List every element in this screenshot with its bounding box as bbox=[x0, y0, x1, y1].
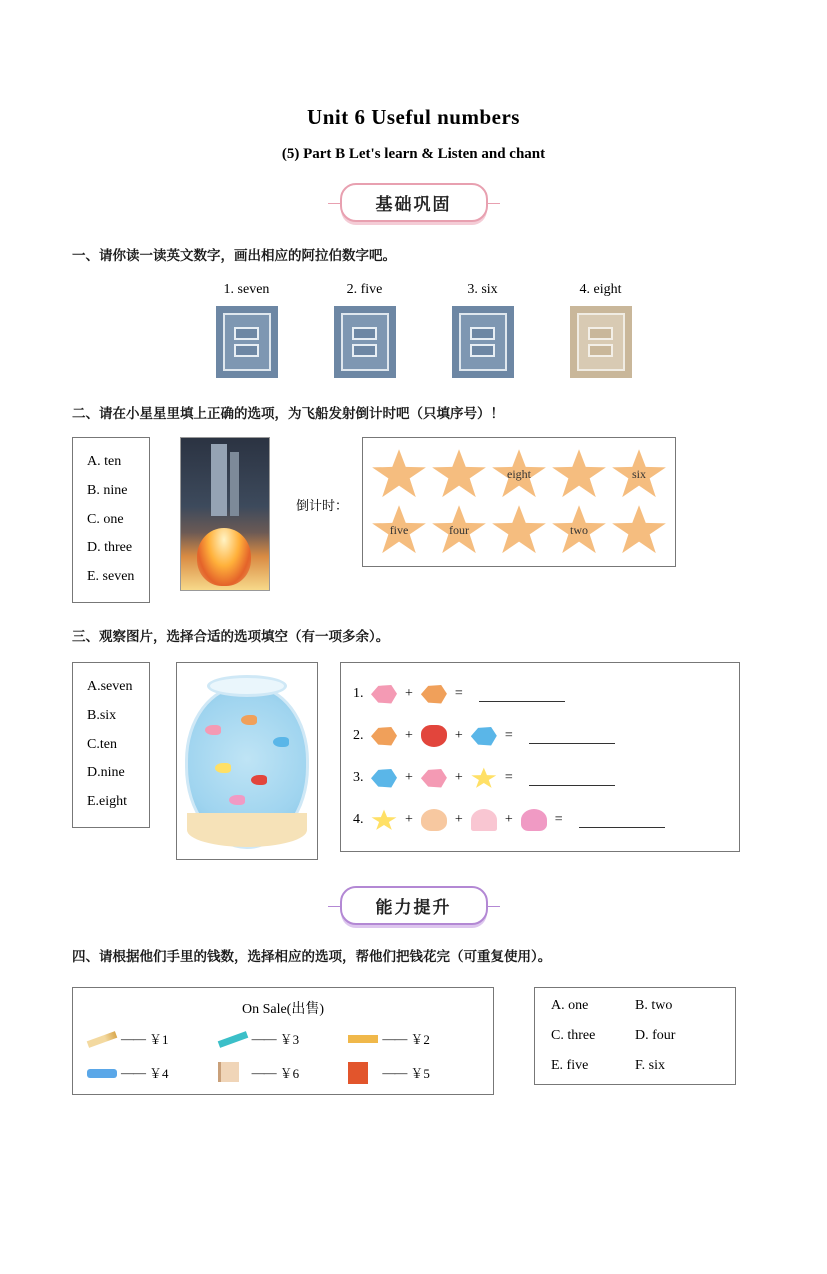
plus-sign: + bbox=[405, 686, 413, 702]
fish-orange-icon bbox=[371, 725, 397, 747]
sale-item bbox=[218, 1028, 349, 1050]
answer-blank[interactable] bbox=[579, 813, 665, 828]
option-item: D. three bbox=[87, 540, 133, 556]
fish-pink-icon bbox=[421, 767, 447, 789]
sale-price: ￥5 bbox=[410, 1066, 430, 1082]
countdown-stars-box bbox=[362, 437, 676, 567]
star-icon[interactable] bbox=[431, 448, 487, 500]
pencil-icon bbox=[87, 1031, 118, 1048]
sale-dash: —— bbox=[382, 1064, 407, 1080]
notebook-icon bbox=[218, 1062, 239, 1082]
option-item: F. six bbox=[635, 1057, 666, 1073]
on-sale-title: On Sale(出售) bbox=[241, 1001, 325, 1017]
question-2-body bbox=[72, 437, 827, 602]
sale-item bbox=[348, 1062, 479, 1084]
equals-sign: = bbox=[504, 770, 513, 786]
fish-orange-icon bbox=[421, 683, 447, 705]
option-item: D.nine bbox=[87, 765, 125, 781]
equation-row bbox=[353, 673, 727, 715]
equation-row bbox=[353, 715, 727, 757]
question-2-prompt: 二、请在小星星里填上正确的选项，为飞船发射倒计时吧（只填序号）！ bbox=[72, 405, 504, 422]
question-1-options bbox=[20, 282, 827, 378]
star-icon[interactable] bbox=[491, 448, 547, 500]
plus-sign: + bbox=[504, 812, 513, 828]
ruler-icon bbox=[348, 1035, 378, 1043]
option-item: A.seven bbox=[87, 679, 133, 695]
door-label: 2. five bbox=[346, 281, 383, 297]
equals-sign: = bbox=[504, 728, 513, 744]
question-4-option-box bbox=[534, 987, 736, 1085]
door-icon bbox=[216, 306, 278, 378]
option-item: B. nine bbox=[87, 482, 128, 498]
sale-price: ￥6 bbox=[279, 1066, 300, 1082]
plus-sign: + bbox=[454, 770, 463, 786]
sale-item bbox=[87, 1062, 218, 1084]
advanced-section-banner: 能力提升 bbox=[340, 886, 488, 925]
countdown-label: 倒计时： bbox=[296, 499, 349, 515]
fish-blue-icon bbox=[371, 767, 397, 789]
fish-pink-icon bbox=[371, 683, 397, 705]
star-icon[interactable] bbox=[371, 448, 427, 500]
octopus-icon bbox=[521, 809, 547, 831]
door-label: 3. six bbox=[467, 281, 498, 297]
door-icon bbox=[452, 306, 514, 378]
sale-dash: —— bbox=[121, 1030, 145, 1046]
sale-price: ￥1 bbox=[149, 1032, 169, 1048]
question-4-body bbox=[72, 987, 827, 1095]
question-1-prompt: 一、请你读一读英文数字，画出相应的阿拉伯数字吧。 bbox=[72, 248, 396, 264]
star-label: four bbox=[449, 522, 470, 537]
plus-sign: + bbox=[454, 812, 463, 828]
sale-price: ￥2 bbox=[410, 1032, 430, 1048]
star-icon[interactable] bbox=[491, 504, 547, 556]
door-item bbox=[570, 282, 632, 378]
equation-number: 2. bbox=[353, 728, 364, 744]
question-3-body bbox=[72, 662, 827, 860]
door-item bbox=[334, 282, 396, 378]
basic-section-banner-wrap bbox=[0, 183, 827, 222]
answer-blank[interactable] bbox=[479, 687, 565, 702]
starfish-icon bbox=[371, 809, 397, 831]
door-label: 4. eight bbox=[579, 281, 622, 297]
pen-icon bbox=[217, 1031, 248, 1048]
sale-dash: —— bbox=[382, 1030, 407, 1046]
rocket-launch-image bbox=[180, 437, 270, 591]
star-label: five bbox=[389, 522, 409, 537]
star-icon[interactable] bbox=[551, 504, 607, 556]
question-2-option-box bbox=[72, 437, 150, 602]
sale-price: ￥3 bbox=[279, 1032, 300, 1048]
sale-price: ￥4 bbox=[149, 1066, 169, 1082]
crab-icon bbox=[421, 725, 447, 747]
page-subtitle: (5) Part B Let's learn & Listen and chant bbox=[281, 146, 546, 162]
basic-section-banner: 基础巩固 bbox=[340, 183, 488, 222]
on-sale-box bbox=[72, 987, 494, 1095]
sale-dash: —— bbox=[251, 1030, 276, 1046]
option-item: A. one bbox=[551, 997, 589, 1013]
equation-number: 3. bbox=[353, 770, 364, 786]
door-icon bbox=[570, 306, 632, 378]
plus-sign: + bbox=[454, 728, 463, 744]
option-item: B. two bbox=[635, 997, 673, 1013]
sale-item bbox=[87, 1028, 218, 1050]
sale-item bbox=[348, 1028, 479, 1050]
equation-number: 4. bbox=[353, 812, 364, 828]
starfish-icon bbox=[471, 767, 497, 789]
star-label: six bbox=[632, 466, 647, 481]
option-item: B.six bbox=[87, 707, 117, 723]
option-item: C. one bbox=[87, 511, 124, 527]
option-item: A. ten bbox=[87, 454, 122, 470]
snail-icon bbox=[421, 809, 447, 831]
star-icon[interactable] bbox=[371, 504, 427, 556]
plus-sign: + bbox=[405, 770, 413, 786]
sale-dash: —— bbox=[121, 1064, 145, 1080]
door-item bbox=[216, 282, 278, 378]
option-item: C.ten bbox=[87, 736, 117, 752]
storybook-icon bbox=[348, 1062, 368, 1084]
answer-blank[interactable] bbox=[529, 729, 615, 744]
question-3-prompt: 三、观察图片，选择合适的选项填空（有一项多余）。 bbox=[72, 628, 390, 645]
plus-sign: + bbox=[405, 728, 413, 744]
plus-sign: + bbox=[405, 812, 413, 828]
door-item bbox=[452, 282, 514, 378]
scissors-icon bbox=[87, 1069, 117, 1078]
question-3-equation-box bbox=[340, 662, 740, 852]
option-item: C. three bbox=[551, 1027, 596, 1043]
star-label: two bbox=[570, 522, 589, 537]
equals-sign: = bbox=[554, 812, 563, 828]
star-icon[interactable] bbox=[431, 504, 487, 556]
door-icon bbox=[334, 306, 396, 378]
fish-blue-icon bbox=[471, 725, 497, 747]
equation-row bbox=[353, 799, 727, 841]
equation-row bbox=[353, 757, 727, 799]
star-icon[interactable] bbox=[551, 448, 607, 500]
star-icon[interactable] bbox=[611, 448, 667, 500]
shell-icon bbox=[471, 809, 497, 831]
equals-sign: = bbox=[454, 686, 463, 702]
question-3-option-box bbox=[72, 662, 150, 827]
door-label: 1. seven bbox=[223, 281, 270, 297]
worksheet-page bbox=[0, 105, 827, 1274]
star-icon[interactable] bbox=[611, 504, 667, 556]
answer-blank[interactable] bbox=[529, 771, 615, 786]
equation-number: 1. bbox=[353, 686, 364, 702]
option-item: E. five bbox=[551, 1057, 589, 1073]
option-item: D. four bbox=[635, 1027, 676, 1043]
page-title: Unit 6 Useful numbers bbox=[307, 105, 520, 129]
question-4-prompt: 四、请根据他们手里的钱数，选择相应的选项，帮他们把钱花完（可重复使用）。 bbox=[72, 949, 552, 966]
advanced-section-banner-wrap bbox=[0, 886, 827, 925]
option-item: E.eight bbox=[87, 793, 128, 809]
sale-dash: —— bbox=[251, 1064, 276, 1080]
sale-item bbox=[218, 1062, 349, 1084]
star-label: eight bbox=[507, 466, 532, 481]
option-item: E. seven bbox=[87, 568, 135, 584]
fishbowl-image bbox=[176, 662, 318, 860]
